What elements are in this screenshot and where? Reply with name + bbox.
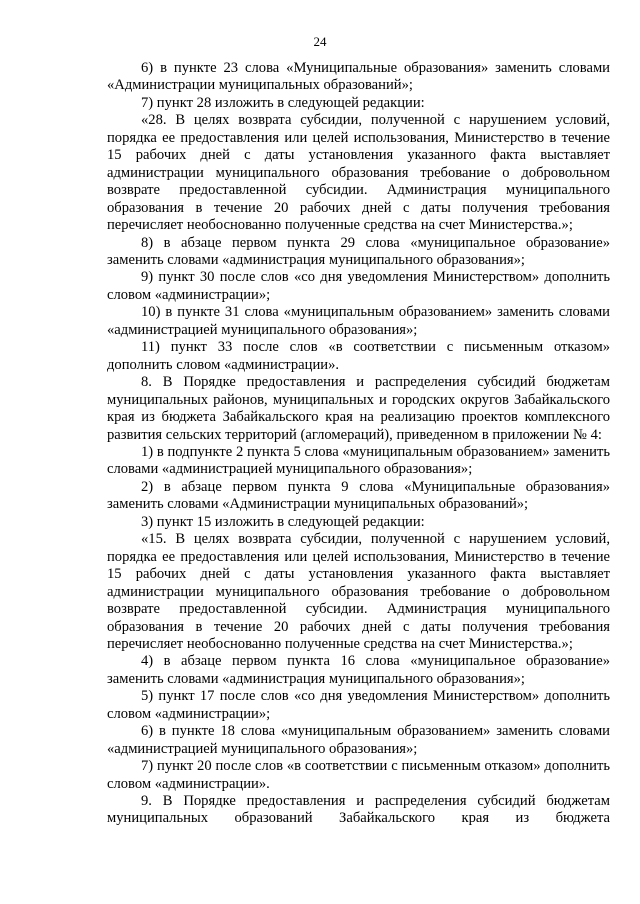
paragraph: «28. В целях возврата субсидии, полученной с нарушением условий, порядка ее предоставления или целей использования, Министерство в течение 15 рабочих дней с даты установления указанного факта выставляет администрации муниципального образования требование о добровольном возврате предоставленной субсидии. Администрация муниципального образования в течение 20 рабочих дней с даты получения требования перечисляет необоснованно полученные средства на счет Министерства.»;: [107, 112, 610, 234]
document-body: [107, 60, 610, 828]
page-number: 24: [313, 34, 327, 49]
paragraph: «15. В целях возврата субсидии, полученной с нарушением условий, порядка ее предоставления или целей использования, Министерство в течение 15 рабочих дней с даты установления указанного факта выставляет администрации муниципального образования требование о добровольном возврате предоставленной субсидии. Администрация муниципального образования в течение 20 рабочих дней с даты получения требования перечисляет необоснованно полученные средства на счет Министерства.»;: [107, 531, 610, 652]
paragraph: 6) в пункте 23 слова «Муниципальные образования» заменить словами «Администрации муниципальных образований»;: [107, 60, 610, 94]
paragraph: 9. В Порядке предоставления и распределения субсидий бюджетам муниципальных образований Забайкальского края из бюджета: [107, 793, 610, 827]
paragraph: 8) в абзаце первом пункта 29 слова «муниципальное образование» заменить словами «администрация муниципального образования»;: [107, 234, 610, 268]
paragraph: 7) пункт 28 изложить в следующей редакции:: [141, 94, 425, 111]
paragraph: 9) пункт 30 после слов «со дня уведомления Министерством» дополнить словом «администрации»;: [107, 269, 610, 303]
paragraph: 2) в абзаце первом пункта 9 слова «Муниципальные образования» заменить словами «Администрации муниципальных образований»;: [107, 478, 610, 513]
paragraph: 7) пункт 20 после слов «в соответствии с письменным отказом» дополнить словом «администрации».: [107, 758, 610, 792]
paragraph: 4) в абзаце первом пункта 16 слова «муниципальное образование» заменить словами «администрация муниципального образования»;: [107, 653, 610, 687]
paragraph: 10) в пункте 31 слова «муниципальным образованием» заменить словами «администрацией муниципального образования»;: [107, 304, 610, 338]
paragraph: 1) в подпункте 2 пункта 5 слова «муниципальным образованием» заменить словами «администрацией муниципального образования»;: [107, 443, 610, 478]
paragraph: 6) в пункте 18 слова «муниципальным образованием» заменить словами «администрацией муниципального образования»;: [107, 723, 610, 757]
paragraph: 3) пункт 15 изложить в следующей редакции:: [141, 513, 425, 530]
paragraph: 5) пункт 17 после слов «со дня уведомления Министерством» дополнить словом «администрации»;: [107, 688, 610, 722]
paragraph: 8. В Порядке предоставления и распределения субсидий бюджетам муниципальных районов, муниципальных и городских округов Забайкальского края из бюджета Забайкальского края на реализацию проектов комплексного развития сельских территорий (агломераций), приведенном в приложении № 4:: [107, 374, 610, 443]
paragraph: 11) пункт 33 после слов «в соответствии с письменным отказом» дополнить словом «администрации».: [107, 339, 610, 373]
